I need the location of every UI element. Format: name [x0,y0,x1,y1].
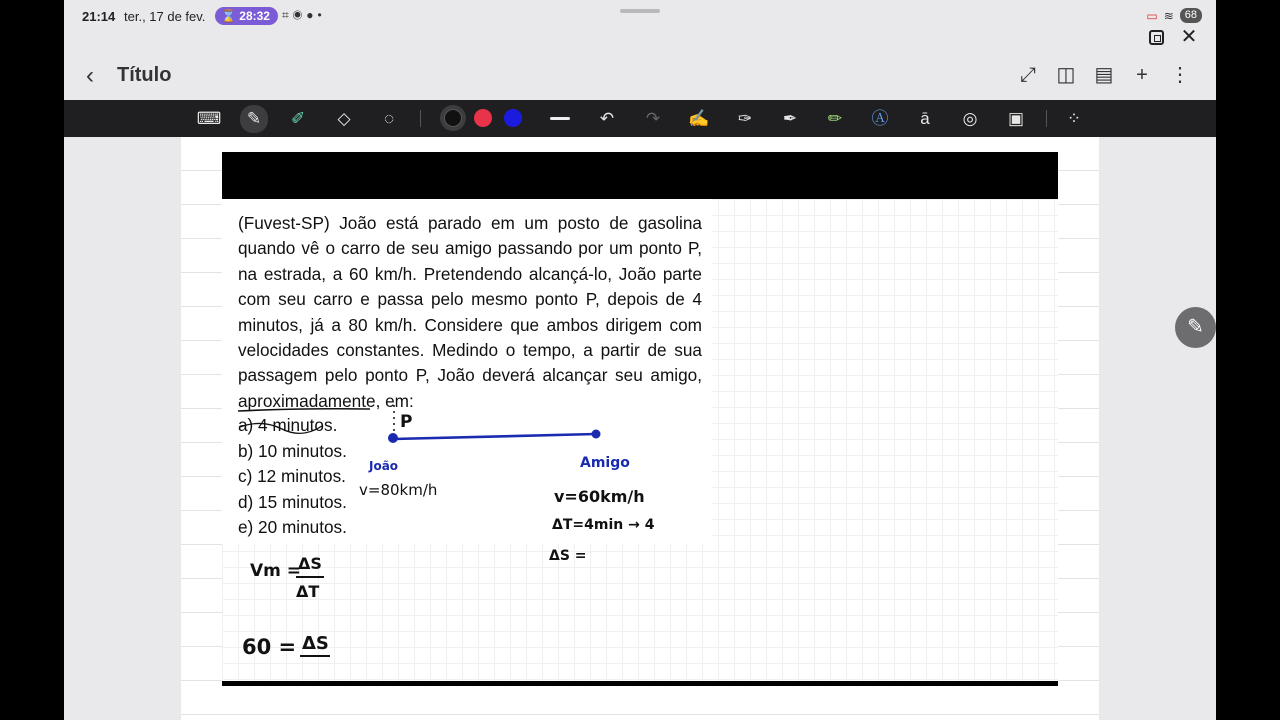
edit-document-icon[interactable]: ▤ [1094,64,1114,86]
text-box-icon[interactable]: ā [920,109,930,128]
image-bottom-border [222,681,1058,686]
scribble-stroke [240,423,322,433]
window-controls [1149,28,1198,46]
status-date: ter., 17 de fev. [124,9,206,24]
note-title[interactable]: Título [117,64,172,86]
timer-badge[interactable]: ⌛ 28:32 [215,7,278,25]
option-c: c) 12 minutos. [238,466,346,487]
joao-speed: v=80km/h [359,481,438,499]
amigo-label: Amigo [580,455,630,471]
stroke-thickness-icon[interactable] [550,117,570,120]
underline-stroke [238,409,370,411]
note-header [64,56,1216,96]
window-grabber[interactable] [620,9,660,13]
text-pen-icon[interactable]: ✒ [782,109,798,128]
toolbar-divider [1046,110,1047,127]
image-top-band [222,152,1058,199]
marker-icon[interactable]: ✏ [827,109,843,128]
redo-icon[interactable]: ↷ [645,109,661,128]
color-blue-swatch[interactable] [504,109,522,127]
status-time: 21:14 [82,9,116,24]
amigo-speed: v=60km/h [554,487,645,506]
handwritten-annotations [222,199,1058,683]
equation-lhs: 60 = [242,635,297,659]
sticker-icon[interactable]: ▣ [1007,109,1025,128]
option-e: e) 20 minutos. [238,517,347,538]
status-bar [64,0,1216,32]
question-text: (Fuvest-SP) João está parado em um posto de gasolina quando vê o carro de seu amigo passando por um ponto P, na estrada, a 60 km/h. Pretendendo alcançá-lo, João parte com seu carro e passa pelo mesmo ponto P, depois de 4 minutos, já a 80 km/h. Considere que ambos dirigem com velocidades constantes. Medindo o tempo, a partir de sua passagem pelo ponto P, João deverá alcançar seu amigo, aproximadamente, em: [238,213,702,411]
pencil-icon: ✎ [1187,316,1204,338]
toolbar-divider [420,110,421,127]
notebook-page[interactable] [181,137,1099,720]
pen-tool-icon[interactable]: ✎ [240,105,268,133]
close-window-icon[interactable]: ✕ [1180,26,1198,48]
delta-t-note: ΔT=4min → 4 [552,517,655,533]
equation-numerator: ΔS [302,633,329,654]
pasted-question-image[interactable] [222,199,1058,683]
window-split-icon[interactable] [1149,30,1164,45]
road-line [393,434,596,439]
app-screen [64,0,1216,720]
battery-icon [1180,8,1202,23]
add-page-icon[interactable]: + [1136,64,1148,86]
color-black-swatch[interactable] [444,109,462,127]
wifi-icon: ≋ [1163,8,1174,23]
point-p-label: P [400,412,413,432]
vm-numerator: ΔS [298,554,322,573]
highlighter-icon[interactable]: ✐ [290,109,306,128]
lasso-icon[interactable]: ◌ [383,109,395,128]
more-options-icon[interactable]: ⋮ [1170,64,1190,86]
color-red-swatch[interactable] [474,109,492,127]
back-arrow-icon[interactable]: ‹ [86,62,94,89]
shapes-icon[interactable]: ◎ [962,109,978,128]
header-actions [1018,64,1190,86]
joao-label: João [369,459,399,473]
delta-s-note: ΔS = [549,548,587,564]
shape-pen-icon[interactable]: ✍ [688,109,710,128]
keyboard-icon[interactable]: ⌨ [196,109,222,128]
text-tool-icon[interactable]: Ⓐ [871,109,889,128]
status-right [1146,8,1202,23]
floating-pen-button[interactable] [1175,307,1216,348]
drawing-toolbar [64,100,1216,137]
option-a: a) 4 minutos. [238,415,338,435]
cast-icon: ▭ [1146,8,1158,23]
undo-icon[interactable]: ↶ [599,109,615,128]
book-view-icon[interactable]: ◫ [1056,64,1076,86]
option-b: b) 10 minutos. [238,440,347,461]
timer-value: 28:32 [239,9,270,23]
vm-lhs: Vm = [250,561,302,581]
expand-icon[interactable]: ⤢ [1020,64,1036,86]
ruler-pen-icon[interactable]: ✑ [737,109,753,128]
option-d: d) 15 minutos. [238,491,347,512]
battery-level: 68 [1184,9,1197,21]
point-p-dot [388,433,398,443]
vm-denominator: ΔT [296,582,320,601]
status-notification-icons: ⌗◉●• [282,8,326,22]
amigo-dot [592,430,601,439]
more-tools-icon[interactable]: ⁘ [1066,109,1082,128]
eraser-icon[interactable]: ◇ [337,109,351,128]
